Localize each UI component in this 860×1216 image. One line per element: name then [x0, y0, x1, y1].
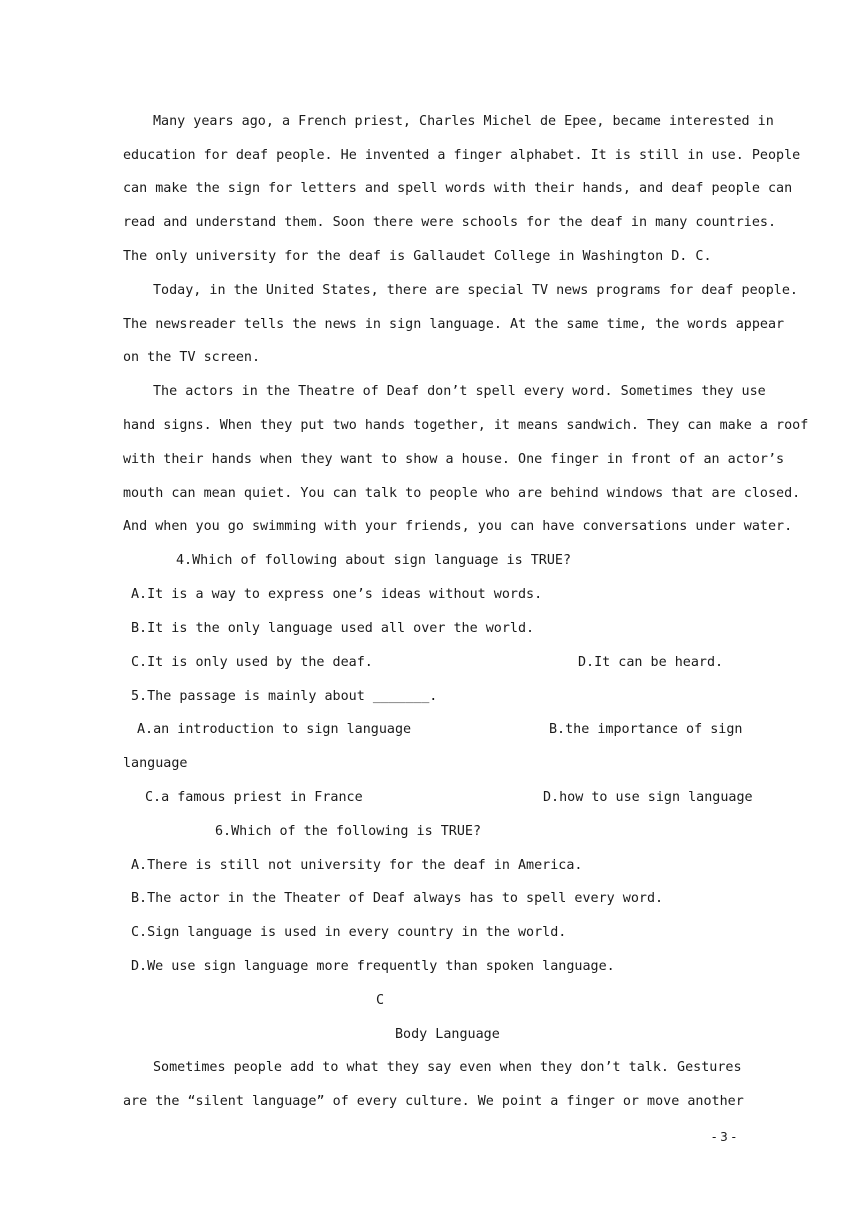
question-6-option-a: A.There is still not university for the deaf in America.	[131, 858, 583, 873]
section-letter: C	[376, 993, 385, 1008]
passage-line: on the TV screen.	[123, 350, 261, 365]
passage-line: The actors in the Theatre of Deaf don’t spell every word. Sometimes they use	[153, 384, 766, 399]
question-4-stem: 4.Which of following about sign language is TRUE?	[176, 553, 572, 568]
question-5-option-a: A.an introduction to sign language	[137, 722, 412, 737]
question-6-option-b: B.The actor in the Theater of Deaf always has to spell every word.	[131, 891, 664, 906]
passage-line: hand signs. When they put two hands together, it means sandwich. They can make a roof	[123, 418, 809, 433]
question-5-option-c: C.a famous priest in France	[145, 790, 363, 805]
question-6-stem: 6.Which of the following is TRUE?	[215, 824, 482, 839]
question-4-option-d: D.It can be heard.	[578, 655, 724, 670]
passage-line: Today, in the United States, there are special TV news programs for deaf people.	[153, 283, 798, 298]
question-6-option-d: D.We use sign language more frequently than spoken language.	[131, 959, 615, 974]
passage-line: are the “silent language” of every culture. We point a finger or move another	[123, 1094, 744, 1109]
question-4-option-c: C.It is only used by the deaf.	[131, 655, 373, 670]
question-5-option-b: B.the importance of sign	[549, 722, 743, 737]
question-5-option-d: D.how to use sign language	[543, 790, 753, 805]
passage-line: The only university for the deaf is Gallaudet College in Washington D. C.	[123, 249, 712, 264]
passage-line: mouth can mean quiet. You can talk to people who are behind windows that are closed.	[123, 486, 801, 501]
passage-line: Many years ago, a French priest, Charles Michel de Epee, became interested in	[153, 114, 774, 129]
passage-line: education for deaf people. He invented a finger alphabet. It is still in use. People	[123, 148, 801, 163]
question-5-option-b-continued: language	[123, 756, 188, 771]
question-4-option-b: B.It is the only language used all over the world.	[131, 621, 535, 636]
passage-line: read and understand them. Soon there were schools for the deaf in many countries.	[123, 215, 777, 230]
passage-line: And when you go swimming with your friends, you can have conversations under water.	[123, 519, 793, 534]
passage-line: with their hands when they want to show a house. One finger in front of an actor’s	[123, 452, 785, 467]
page-number: - 3 -	[712, 1130, 736, 1144]
passage-line: can make the sign for letters and spell words with their hands, and deaf people can	[123, 181, 793, 196]
section-title: Body Language	[395, 1027, 500, 1042]
passage-line: Sometimes people add to what they say even when they don’t talk. Gestures	[153, 1060, 742, 1075]
question-4-option-a: A.It is a way to express one’s ideas without words.	[131, 587, 543, 602]
passage-line: The newsreader tells the news in sign language. At the same time, the words appear	[123, 317, 785, 332]
question-6-option-c: C.Sign language is used in every country in the world.	[131, 925, 567, 940]
question-5-stem: 5.The passage is mainly about _______.	[131, 689, 438, 704]
